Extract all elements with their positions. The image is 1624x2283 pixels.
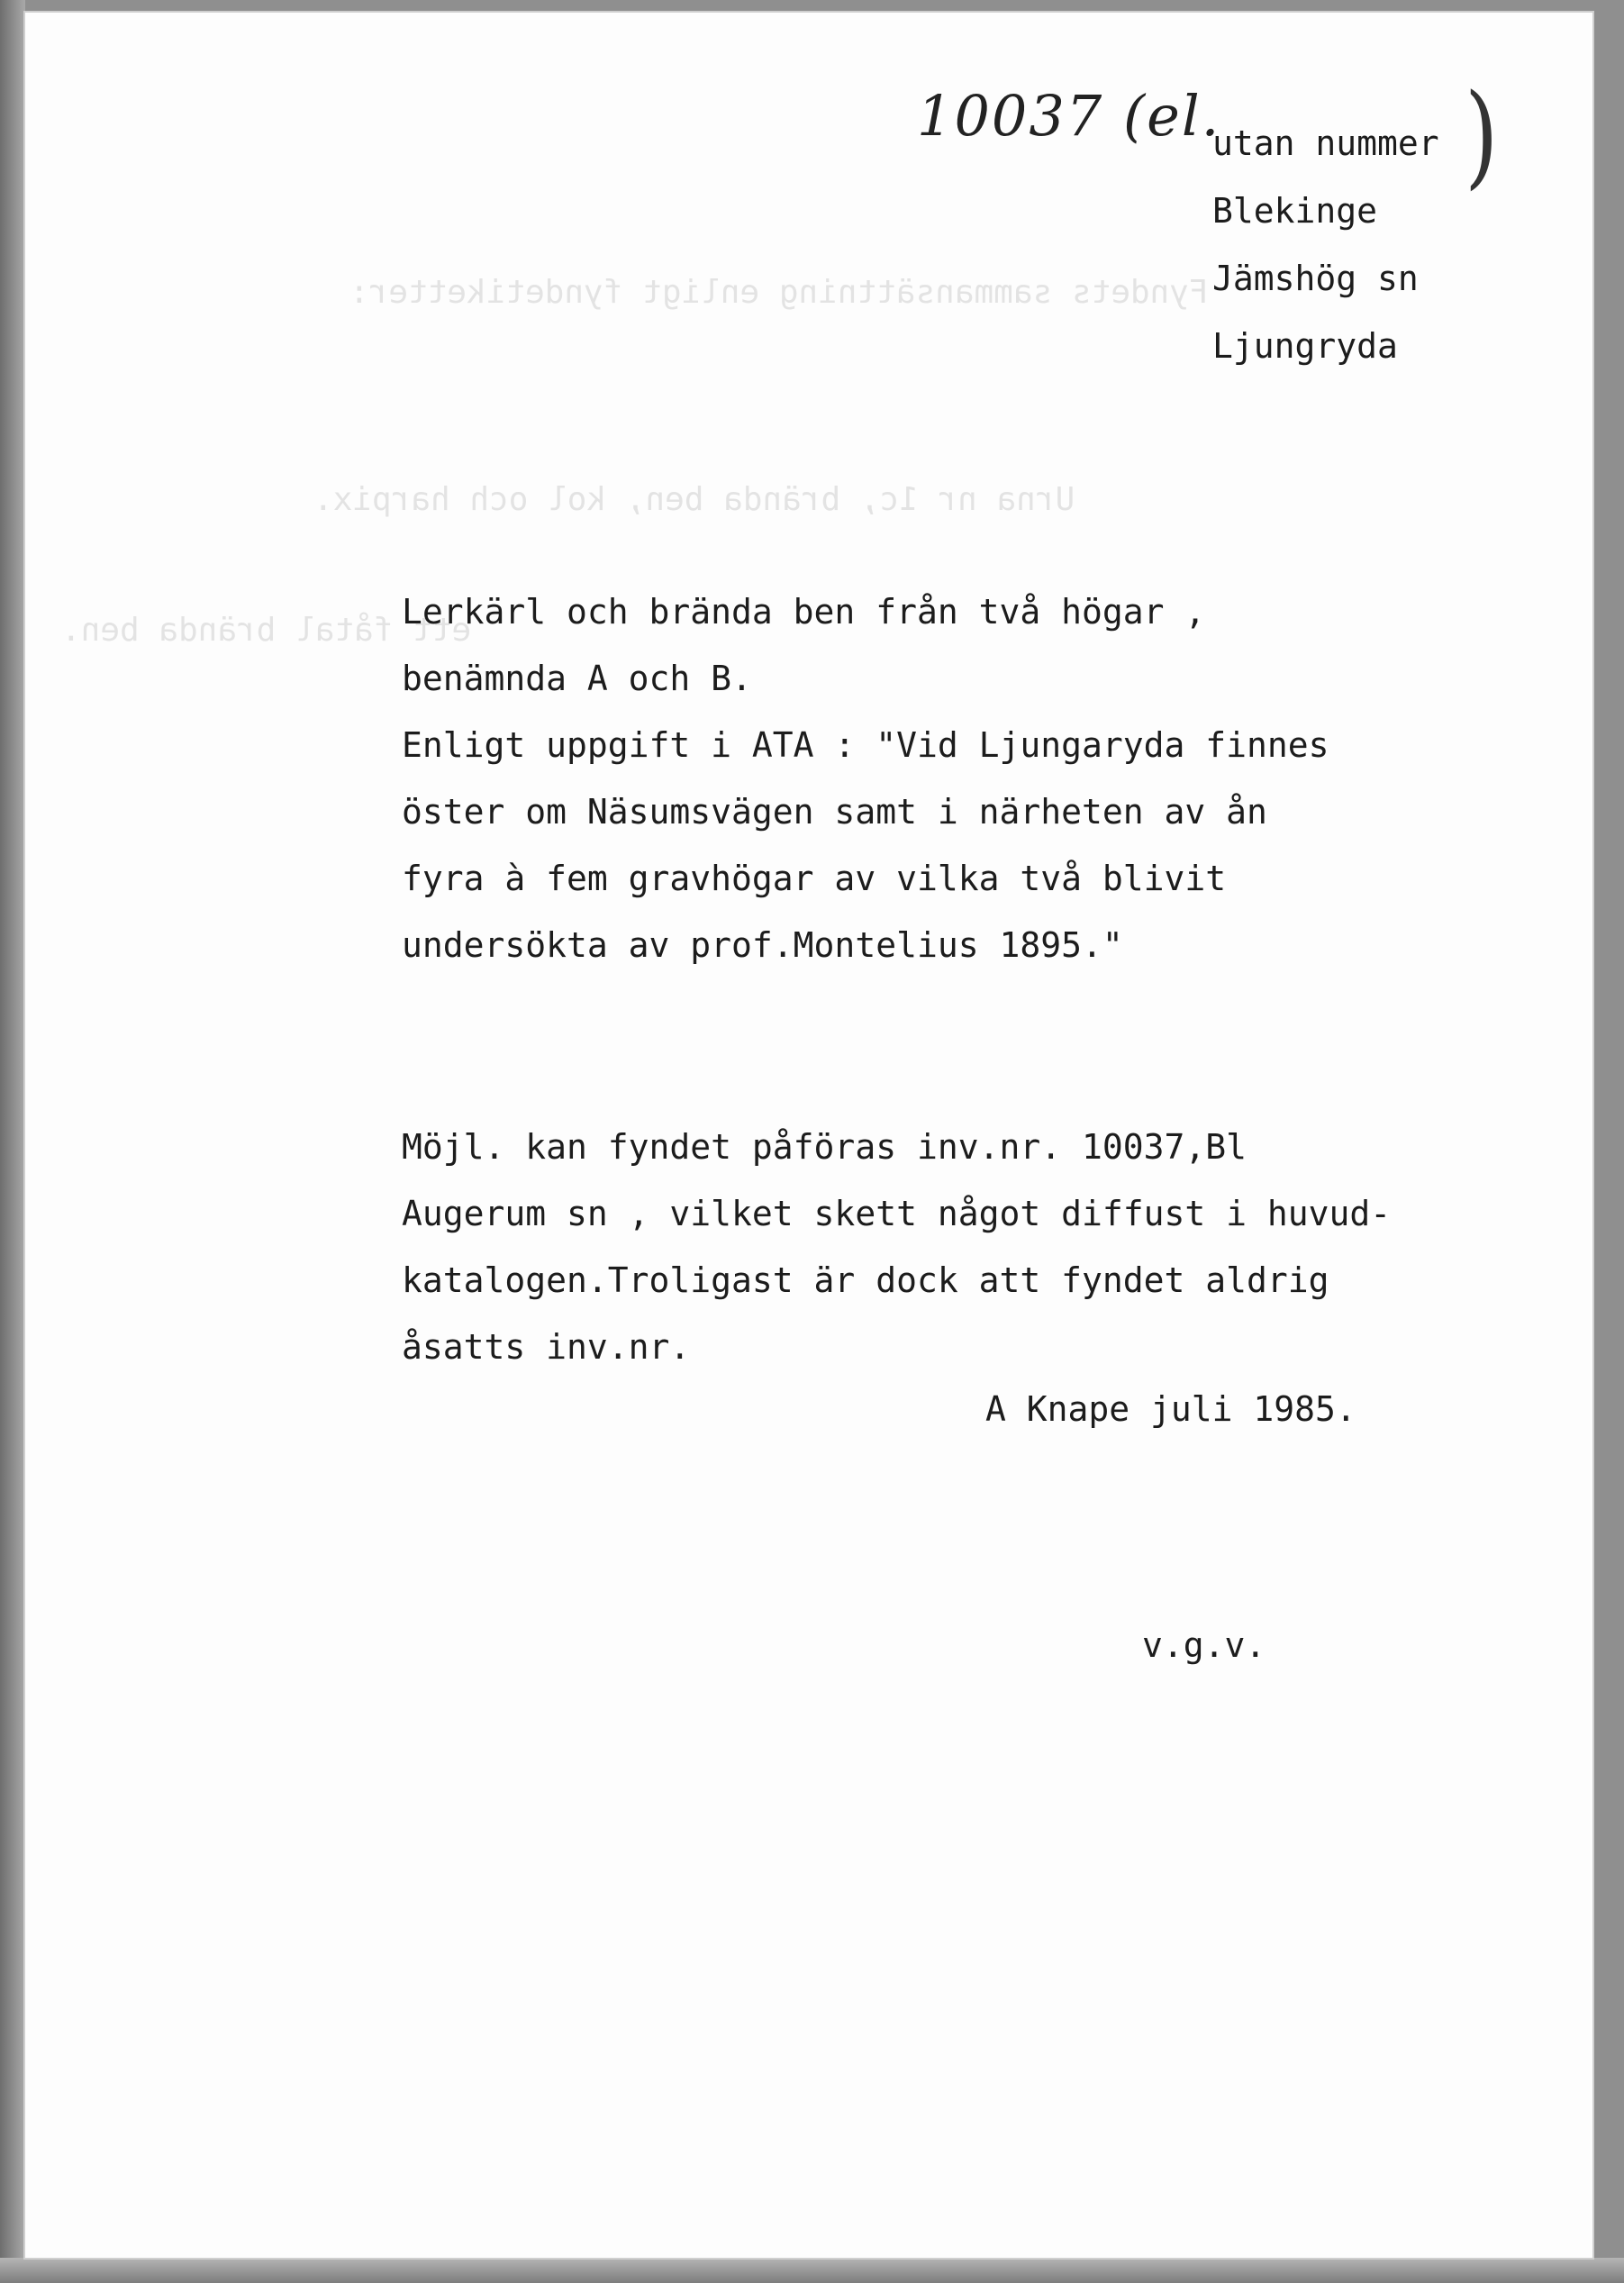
text-line: Möjl. kan fyndet påföras inv.nr. 10037,Bl xyxy=(402,1127,1247,1167)
document-sheet xyxy=(25,13,1592,2258)
scan-edge-left xyxy=(0,0,25,2283)
header-line: utan nummer xyxy=(1212,123,1439,163)
handwritten-closing-bracket: ) xyxy=(1465,69,1499,201)
header-block xyxy=(1212,110,1439,380)
scan-edge-bottom xyxy=(0,2258,1624,2283)
header-line: Jämshög sn xyxy=(1212,259,1419,298)
text-line: Augerum sn , vilket skett något diffust i huvud- xyxy=(402,1194,1392,1233)
text-line: fyra à fem gravhögar av vilka två blivit xyxy=(402,859,1227,898)
paragraph-1 xyxy=(402,578,1329,978)
paragraph-2 xyxy=(402,1114,1391,1380)
show-through-text: ett fåtal brända ben. xyxy=(61,612,472,649)
header-line: Ljungryda xyxy=(1212,326,1398,366)
text-line: Lerkärl och brända ben från två högar , xyxy=(402,592,1206,632)
text-line: åsatts inv.nr. xyxy=(402,1327,691,1367)
show-through-text: Fyndets sammansättning enligt fyndetiketter: xyxy=(349,274,1209,311)
header-line: Blekinge xyxy=(1212,191,1378,231)
please-turn-over-note: v.g.v. xyxy=(1142,1625,1266,1665)
text-line: Enligt uppgift i ATA : "Vid Ljungaryda finnes xyxy=(402,725,1329,765)
text-line: undersökta av prof.Montelius 1895." xyxy=(402,925,1123,965)
show-through-text: Urna nr 1c, brända ben, kol och harpix. xyxy=(313,481,1075,518)
text-line: katalogen.Troligast är dock att fyndet aldrig xyxy=(402,1260,1329,1300)
text-line: öster om Näsumsvägen samt i närheten av ån xyxy=(402,792,1267,832)
signature-line: A Knape juli 1985. xyxy=(985,1389,1356,1429)
handwritten-inventory-number: 10037 (el. xyxy=(917,83,1221,149)
text-line: benämnda A och B. xyxy=(402,659,752,698)
